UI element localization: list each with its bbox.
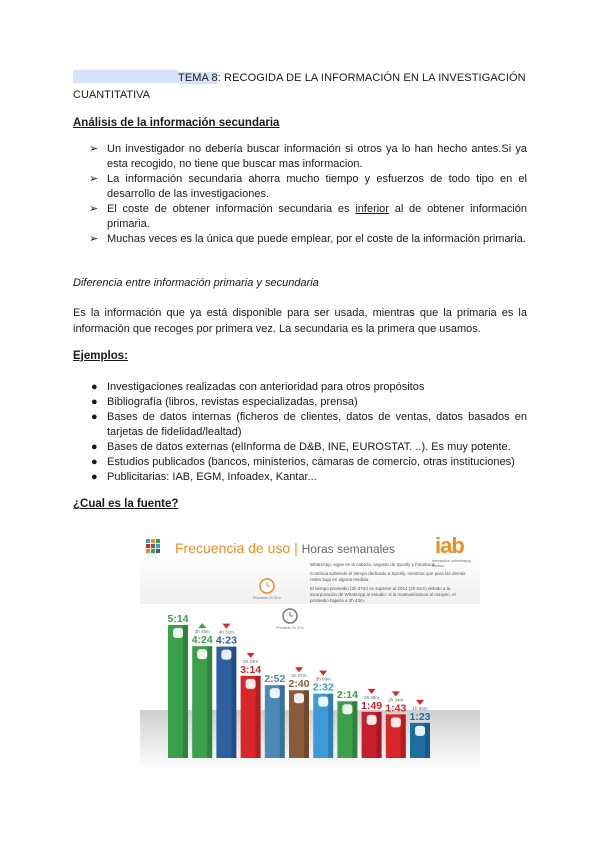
googleplus-icon: [391, 717, 401, 727]
trend-down-icon: [416, 700, 424, 705]
bar-shade: [183, 625, 188, 758]
value-label: 4:23: [215, 634, 237, 647]
prev-value-label: 2h 07m: [291, 673, 307, 679]
bar-shade: [377, 712, 382, 758]
iab-logo-subtitle: interactive advertising bureau: [432, 558, 471, 568]
list-item: ● Bases de datos externas (elInforma de D&B, INE, EUROSTAT. ..). Es muy potente.: [91, 441, 511, 453]
dot-bullet-icon: ●: [91, 411, 98, 423]
value-label: 1:23: [409, 710, 431, 723]
prev-value-label: 1h 56m: [412, 705, 428, 711]
section-heading-secundaria: Análisis de la información secundaria: [73, 117, 280, 129]
arrow-bullet-icon: ➢: [89, 233, 99, 245]
value-label: 1:43: [385, 702, 407, 715]
linkedin-icon: [415, 726, 425, 736]
facebook-icon: [221, 650, 231, 660]
list-item: ➢ Un investigador no debería buscar información si otros ya lo han hecho antes.Si ya esta recogido, no tiene que buscar mas informacion.: [89, 143, 527, 170]
spotify-icon: [197, 649, 207, 659]
value-label: 3:14: [240, 663, 262, 676]
title-rest: : RECOGIDA DE LA INFORMACIÓN EN LA INVESTIGACIÓN: [217, 72, 526, 84]
iab-logo: iab: [435, 533, 464, 558]
value-label: 2:14: [336, 689, 358, 702]
infographic-title: Frecuencia de uso | Horas semanales: [175, 540, 395, 556]
arrow-bullet-icon: ➢: [89, 173, 99, 185]
subheading-diferencia: Diferencia entre información primaria y secundaria: [73, 277, 319, 289]
pinterest-icon: [367, 715, 377, 725]
title-prefix: TEMA 8: [178, 72, 218, 84]
trend-down-icon: [368, 689, 376, 694]
whatsapp-icon: [173, 628, 183, 638]
secundaria-list: [89, 142, 527, 247]
bar-shade: [352, 701, 357, 758]
document-title: [73, 70, 533, 84]
instagram-icon: [294, 693, 304, 703]
dot-bullet-icon: ●: [91, 471, 98, 483]
list-item: ● Investigaciones realizadas con anterioridad para otros propósitos: [91, 381, 425, 393]
definition-paragraph: Es la información que ya está disponible para ser usada, mientras que la primaria es la información que recoges por primera vez. La secundaria es la primera que usamos.: [73, 307, 527, 335]
bar-shade: [328, 694, 333, 758]
line-icon: [342, 704, 352, 714]
dot-bullet-icon: ●: [91, 396, 98, 408]
prev-value-label: 3h 09m: [315, 676, 331, 682]
arrow-bullet-icon: ➢: [89, 143, 99, 155]
bar-shade: [256, 676, 261, 758]
value-label: 2:52: [264, 673, 286, 686]
value-label: 5:14: [167, 613, 189, 625]
bar-shade: [425, 723, 430, 758]
clock-2014-icon-label: Promedio 2h 51m: [253, 596, 281, 600]
list-item: ● Publicitarias: IAB, EGM, Infoadex, Kantar...: [91, 471, 317, 483]
trend-down-icon: [319, 671, 327, 676]
note: Continua subiendo el tiempo dedicado a Spotify, mientras que para las demás redes baja en alguna medida.: [310, 571, 466, 582]
underlined-word: inferior: [355, 203, 389, 215]
twitter-icon: [318, 697, 328, 707]
value-label: 2:32: [312, 681, 334, 694]
prev-value-label: 4h 31m: [218, 629, 234, 635]
prev-value-label: 3h 45m: [194, 629, 210, 635]
value-label: 4:24: [191, 634, 213, 647]
examples-list: [89, 380, 527, 485]
list-item: ➢ La información secundaria ahorra mucho tiempo y esfuerzos de todo tipo en el desarrollo de las investigaciones.: [89, 173, 527, 200]
arrow-bullet-icon: ➢: [89, 203, 99, 215]
bar-shade: [280, 685, 285, 758]
prev-value-label: 2h 38m: [364, 694, 380, 700]
ejemplos-heading: Ejemplos:: [73, 350, 128, 362]
trend-down-icon: [222, 624, 230, 629]
clock-2015-icon-label: Promedio 2h 37m: [276, 626, 304, 630]
bar-shade: [401, 714, 406, 758]
value-label: 2:40: [288, 678, 310, 691]
list-item: ➢ Muchas veces es la única que puede emplear, por el coste de la información primaria.: [89, 233, 526, 245]
trend-down-icon: [295, 667, 303, 672]
trend-down-icon: [392, 691, 400, 696]
trend-down-icon: [247, 653, 255, 658]
list-item: ● Bases de datos internas (ficheros de clientes, datos de ventas, datos basados en tarjetas de fidelidad/lealtad): [91, 411, 527, 438]
prev-value-label: 2h 34m: [388, 697, 404, 703]
bar-shade: [304, 690, 309, 758]
fuente-heading: ¿Cual es la fuente?: [73, 498, 179, 510]
trend-up-icon: [198, 623, 206, 628]
usage-bar-chart: [140, 530, 480, 770]
dot-bullet-icon: ●: [91, 456, 98, 468]
note: El tiempo promedio (2h 37m) es superior al 2014 (2h 51m) debido a la incorporación de WhatsApp al estudio: si la mantuviéramos al margen, el promedio bajaría a 2h 43m.: [310, 586, 456, 603]
value-label: 1:49: [361, 699, 383, 712]
infographic: [140, 530, 480, 770]
dot-bullet-icon: ●: [91, 381, 98, 393]
note: WhatsApp, sigue en la cabeza, seguido de Spotify y Facebook.: [310, 562, 437, 567]
dot-bullet-icon: ●: [91, 441, 98, 453]
telegram-icon: [270, 688, 280, 698]
youtube-icon: [246, 679, 256, 689]
prev-value-label: 3h 34m: [243, 658, 259, 664]
bar-shade: [207, 646, 212, 758]
list-item: ● Bibliografía (libros, revistas especializadas, prensa): [91, 396, 358, 408]
document-title-line2: CUANTITATIVA: [73, 89, 150, 101]
bar-shade: [231, 647, 236, 758]
list-item: ➢ El coste de obtener información secundaria es inferior al de obtener información primaria.: [89, 203, 528, 230]
list-item: ● Estudios publicados (bancos, ministerios, cámaras de comercio, otras instituciones): [91, 456, 515, 468]
highlight-spacer: [73, 70, 178, 83]
